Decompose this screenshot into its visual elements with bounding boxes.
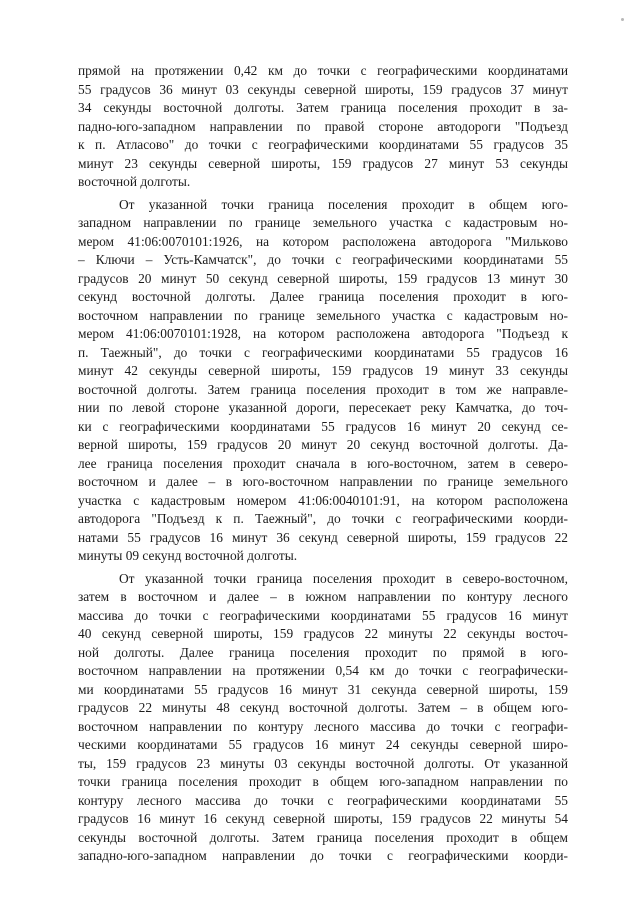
paragraph-line: точки граница поселения проходит в общем юго-западном направлении по (78, 774, 568, 789)
paragraph-line: восточной долготы. Затем граница поселения проходит в том же направле- (78, 381, 568, 397)
paragraph-line: мером 41:06:0070101:1926, на котором расположена автодорога "Мильково (78, 233, 568, 249)
paragraph-line: восточном и далее – в юго-восточном направлении по границе земельного (78, 474, 568, 489)
paragraph-line: – Ключи – Усть-Камчатск", до точки с географическими координатами 55 (78, 252, 568, 267)
paragraph-line: секунд восточной долготы. Далее граница поселения проходит в юго- (78, 289, 568, 304)
paragraph-line: массива до точки с географическими координатами 55 градусов 16 минут (78, 607, 568, 623)
paragraph-line: 40 секунд северной широты, 159 градусов 22 минуты 22 секунды восточ- (78, 626, 568, 641)
scan-speck (621, 18, 624, 21)
paragraph-line: 34 секунды восточной долготы. Затем граница поселения проходит в за- (78, 100, 568, 115)
document-body (78, 62, 568, 870)
paragraph-line: западном направлении по границе земельного участка с кадастровым но- (78, 215, 568, 230)
paragraph-line: мером 41:06:0070101:1928, на котором расположена автодорога "Подъезд к (78, 326, 568, 341)
paragraph-line: западно-юго-западном направлении до точки с географическими коорди- (78, 848, 568, 863)
paragraph-line: градусов 16 минут 16 секунд северной широты, 159 градусов 22 минуты 54 (78, 811, 568, 826)
paragraph-line: восточной долготы. (78, 174, 191, 189)
paragraph-line: нии по левой стороне указанной дороги, пересекает реку Камчатка, до точ- (78, 400, 568, 415)
paragraph-line: восточном направлении на протяжении 0,54 км до точки с географически- (78, 663, 568, 678)
paragraph-line: к п. Атласово" до точки с географическими координатами 55 градусов 35 (78, 137, 568, 152)
paragraph-line: 55 градусов 36 минут 03 секунды северной широты, 159 градусов 37 минут (78, 81, 568, 97)
paragraph-line: затем в восточном и далее – в южном направлении по контуру лесного (78, 589, 568, 604)
paragraph-line: ки с географическими координатами 55 градусов 16 минут 20 секунд се- (78, 418, 568, 434)
paragraph-line: градусов 20 минут 50 секунд северной широты, 159 градусов 13 минут 30 (78, 270, 568, 286)
paragraph-2 (78, 196, 568, 566)
paragraph-line: лее граница поселения проходит сначала в юго-восточном, затем в северо- (78, 455, 568, 471)
paragraph-line: ты, 159 градусов 23 минуты 03 секунды восточной долготы. От указанной (78, 755, 568, 771)
paragraph-1 (78, 62, 568, 192)
paragraph-line: прямой на протяжении 0,42 км до точки с географическими координатами (78, 63, 568, 78)
paragraph-line: восточном направлении по контуру лесного массива до точки с географи- (78, 718, 568, 734)
paragraph-line: контуру лесного массива до точки с географическими координатами 55 (78, 792, 568, 808)
paragraph-3 (78, 570, 568, 866)
paragraph-line: секунды восточной долготы. Затем граница поселения проходит в общем (78, 829, 568, 845)
paragraph-line: минут 23 секунды северной широты, 159 градусов 27 минут 53 секунды (78, 155, 568, 171)
paragraph-line: минуты 09 секунд восточной долготы. (78, 548, 298, 563)
paragraph-line: ной долготы. Далее граница поселения проходит по прямой в юго- (78, 644, 568, 660)
paragraph-line: верной широты, 159 градусов 20 минут 20 секунд восточной долготы. Да- (78, 437, 568, 452)
paragraph-line: ческими координатами 55 градусов 16 минут 24 секунды северной широ- (78, 737, 568, 752)
paragraph-line: От указанной точки граница поселения проходит в северо-восточном, (119, 570, 568, 586)
paragraph-line: От указанной точки граница поселения проходит в общем юго- (119, 196, 568, 212)
paragraph-line: ми координатами 55 градусов 16 минут 31 секунда северной широты, 159 (78, 681, 568, 697)
paragraph-line: минут 42 секунды северной широты, 159 градусов 19 минут 33 секунды (78, 363, 568, 378)
paragraph-line: восточном направлении по границе земельного участка с кадастровым но- (78, 307, 568, 323)
paragraph-line: автодорога "Подъезд к п. Таежный", до точки с географическими коорди- (78, 511, 568, 526)
paragraph-line: падно-юго-западном направлении по правой стороне автодороги "Подъезд (78, 118, 568, 134)
paragraph-line: п. Таежный", до точки с географическими координатами 55 градусов 16 (78, 344, 568, 360)
paragraph-line: градусов 22 минуты 48 секунд восточной долготы. Затем – в общем юго- (78, 700, 568, 715)
paragraph-line: натами 55 градусов 16 минут 36 секунд северной широты, 159 градусов 22 (78, 529, 568, 545)
paragraph-line: участка с кадастровым номером 41:06:0040101:91, на котором расположена (78, 492, 568, 508)
